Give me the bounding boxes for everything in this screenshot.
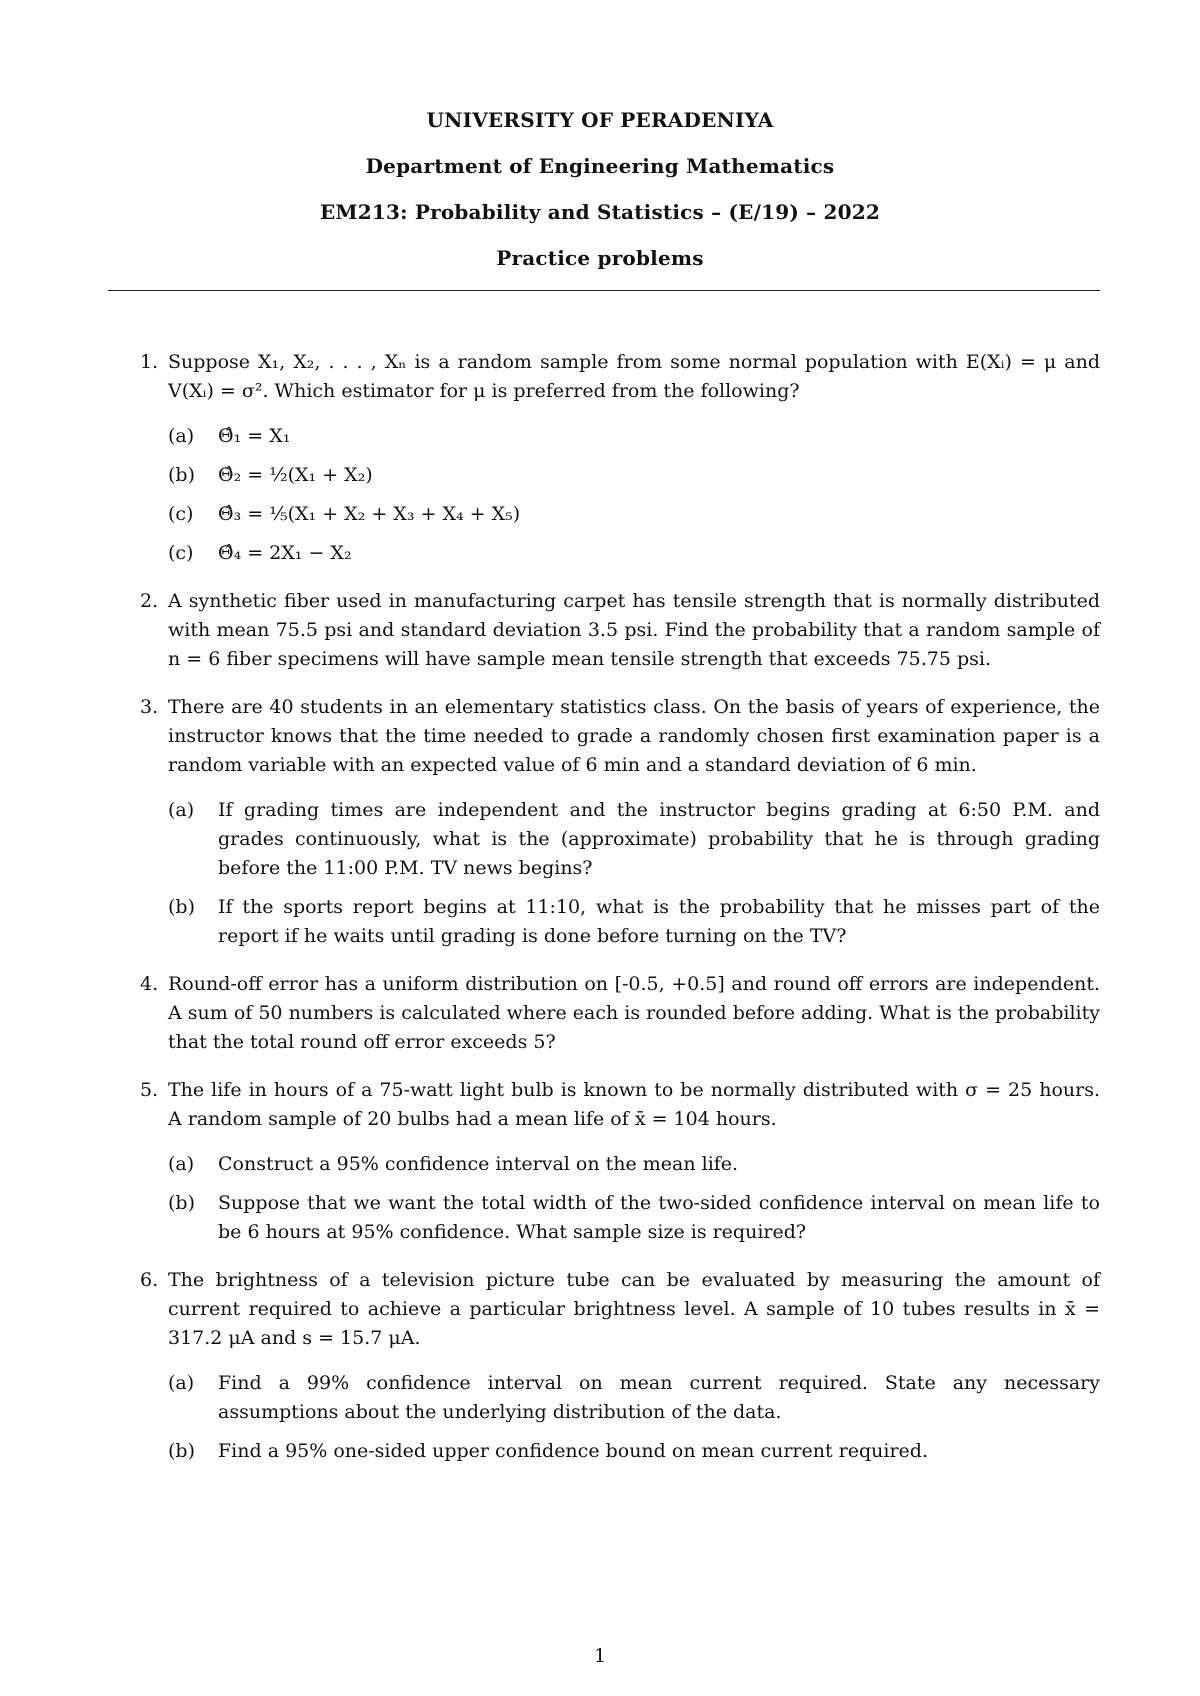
problem-item xyxy=(108,693,1100,951)
problem-part xyxy=(168,1189,1100,1247)
part-text: If the sports report begins at 11:10, what is the probability that he misses part of the report if he waits until grading is done before turning on the TV? xyxy=(218,896,1100,947)
problem-item xyxy=(108,348,1100,568)
problem-part xyxy=(168,539,1100,568)
problem-parts xyxy=(168,796,1100,951)
part-label: (b) xyxy=(168,896,195,918)
part-label: (a) xyxy=(168,1372,195,1394)
part-label: (a) xyxy=(168,1153,195,1175)
problem-part xyxy=(168,500,1100,529)
problem-part xyxy=(168,1437,1100,1466)
course-title: EM213: Probability and Statistics – (E/19) – 2022 xyxy=(319,200,880,224)
problem-item xyxy=(108,970,1100,1057)
problem-part xyxy=(168,1150,1100,1179)
problem-part xyxy=(168,1369,1100,1427)
problem-list xyxy=(108,348,1100,1485)
part-text: Θ̂₂ = ½(X₁ + X₂) xyxy=(218,464,373,486)
problem-item xyxy=(108,1266,1100,1466)
part-text: Suppose that we want the total width of the two-sided confidence interval on mean life to be 6 hours at 95% confidence. What sample size is required? xyxy=(218,1192,1100,1243)
part-label: (b) xyxy=(168,1192,195,1214)
part-text: Θ̂₁ = X₁ xyxy=(218,425,291,447)
problem-part xyxy=(168,461,1100,490)
part-label: (a) xyxy=(168,799,195,821)
problem-part xyxy=(168,893,1100,951)
problem-number: 1. xyxy=(140,351,159,373)
problem-text: There are 40 students in an elementary statistics class. On the basis of years of experience, the instructor knows that the time needed to grade a randomly chosen first examination paper is a random variable with an expected value of 6 min and a standard deviation of 6 min. xyxy=(168,696,1100,776)
problem-number: 6. xyxy=(140,1269,159,1291)
department-title: Department of Engineering Mathematics xyxy=(365,154,835,178)
problem-number: 5. xyxy=(140,1079,159,1101)
part-text: Find a 95% one-sided upper confidence bound on mean current required. xyxy=(218,1440,928,1462)
part-label: (c) xyxy=(168,542,194,564)
problem-text: Suppose X₁, X₂, . . . , Xₙ is a random sample from some normal population with E(Xᵢ) = μ and V(Xᵢ) = σ². Which estimator for μ is preferred from the following? xyxy=(168,351,1100,402)
problem-parts xyxy=(168,422,1100,568)
part-text: If grading times are independent and the instructor begins grading at 6:50 P.M. and grades continuously, what is the (approximate) probability that he is through grading before the 11:00 P.M. TV news begins? xyxy=(218,799,1100,879)
document-header xyxy=(0,108,1200,270)
problem-text: A synthetic fiber used in manufacturing carpet has tensile strength that is normally distributed with mean 75.5 psi and standard deviation 3.5 psi. Find the probability that a random sample of n = 6 fiber specimens will have sample mean tensile strength that exceeds 75.75 psi. xyxy=(168,590,1100,670)
part-text: Find a 99% confidence interval on mean current required. State any necessary assumptions about the underlying distribution of the data. xyxy=(218,1372,1100,1423)
problem-number: 4. xyxy=(140,973,159,995)
university-title: UNIVERSITY OF PERADENIYA xyxy=(426,108,774,132)
part-label: (a) xyxy=(168,425,195,447)
problem-part xyxy=(168,422,1100,451)
part-text: Θ̂₄ = 2X₁ − X₂ xyxy=(218,542,352,564)
part-label: (c) xyxy=(168,503,194,525)
part-text: Construct a 95% confidence interval on the mean life. xyxy=(218,1153,739,1175)
problem-number: 3. xyxy=(140,696,159,718)
part-label: (b) xyxy=(168,1440,195,1462)
problem-parts xyxy=(168,1369,1100,1466)
part-label: (b) xyxy=(168,464,195,486)
problem-part xyxy=(168,796,1100,883)
page-number: 1 xyxy=(593,1645,607,1667)
part-text: Θ̂₃ = ⅕(X₁ + X₂ + X₃ + X₄ + X₅) xyxy=(218,503,521,525)
problem-parts xyxy=(168,1150,1100,1247)
problem-text: The brightness of a television picture tube can be evaluated by measuring the amount of current required to achieve a particular brightness level. A sample of 10 tubes results in x̄ = 317.2 μA and s = 15.7 μA. xyxy=(168,1269,1100,1349)
problem-text: Round-off error has a uniform distribution on [-0.5, +0.5] and round off errors are independent. A sum of 50 numbers is calculated where each is rounded before adding. What is the probability that the total round off error exceeds 5? xyxy=(168,973,1100,1053)
header-divider xyxy=(108,290,1100,291)
problem-item xyxy=(108,1076,1100,1247)
problem-text: The life in hours of a 75-watt light bulb is known to be normally distributed with σ = 25 hours. A random sample of 20 bulbs had a mean life of x̄ = 104 hours. xyxy=(168,1079,1100,1130)
problem-item xyxy=(108,587,1100,674)
problem-number: 2. xyxy=(140,590,159,612)
document-subtitle: Practice problems xyxy=(496,246,704,270)
